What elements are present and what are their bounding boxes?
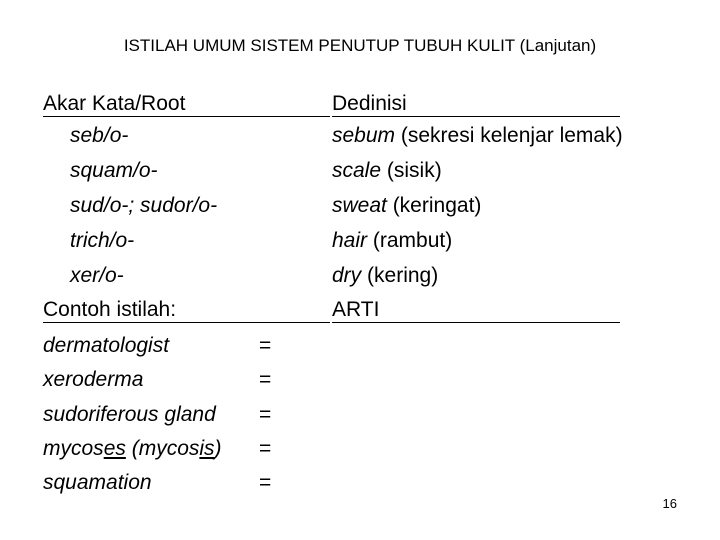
example-term: xeroderma xyxy=(43,368,144,391)
definition-item xyxy=(332,124,623,148)
example-term-part: ) xyxy=(214,437,222,460)
definition-term: hair xyxy=(332,229,368,252)
equals-sign: = xyxy=(259,334,272,357)
equals-sign: = xyxy=(259,437,272,460)
example-term-suffix: is xyxy=(199,437,215,460)
example-term: dermatologist xyxy=(43,334,170,357)
equals-sign: = xyxy=(259,368,272,391)
definition-text: (sisik) xyxy=(381,159,442,182)
example-term-part: (mycos xyxy=(125,437,200,460)
definition-term: sebum xyxy=(332,124,396,147)
example-term xyxy=(43,437,222,461)
examples-colon: : xyxy=(170,298,177,321)
header-definition: Dedinisi xyxy=(332,92,620,117)
definition-text: (kering) xyxy=(361,264,439,287)
definition-item xyxy=(332,229,452,253)
examples-header xyxy=(43,298,330,323)
page-number: 16 xyxy=(662,496,677,511)
root-item: sud/o-; sudor/o- xyxy=(70,194,218,217)
root-item: squam/o- xyxy=(70,159,158,182)
definition-text: (rambut) xyxy=(367,229,453,252)
equals-sign: = xyxy=(259,471,272,494)
example-term: squamation xyxy=(43,471,152,494)
definition-term: dry xyxy=(332,264,362,287)
definition-item xyxy=(332,159,442,183)
definition-text: (keringat) xyxy=(386,194,482,217)
header-root: Akar Kata/Root xyxy=(43,92,330,117)
example-term-suffix: es xyxy=(103,437,126,460)
example-term: sudoriferous gland xyxy=(43,403,216,426)
equals-sign: = xyxy=(259,403,272,426)
definition-item xyxy=(332,194,481,218)
definition-term: sweat xyxy=(332,194,387,217)
root-item: trich/o- xyxy=(70,229,135,252)
definition-item xyxy=(332,264,438,288)
root-item: seb/o- xyxy=(70,124,129,147)
examples-label: Contoh istilah xyxy=(43,298,171,321)
example-term-part: mycos xyxy=(43,437,104,460)
arti-header: ARTI xyxy=(332,298,620,323)
definition-text: (sekresi kelenjar lemak) xyxy=(395,124,623,147)
root-item: xer/o- xyxy=(70,264,124,287)
slide-title: ISTILAH UMUM SISTEM PENUTUP TUBUH KULIT (Lanjutan) xyxy=(123,36,597,55)
definition-term: scale xyxy=(332,159,382,182)
